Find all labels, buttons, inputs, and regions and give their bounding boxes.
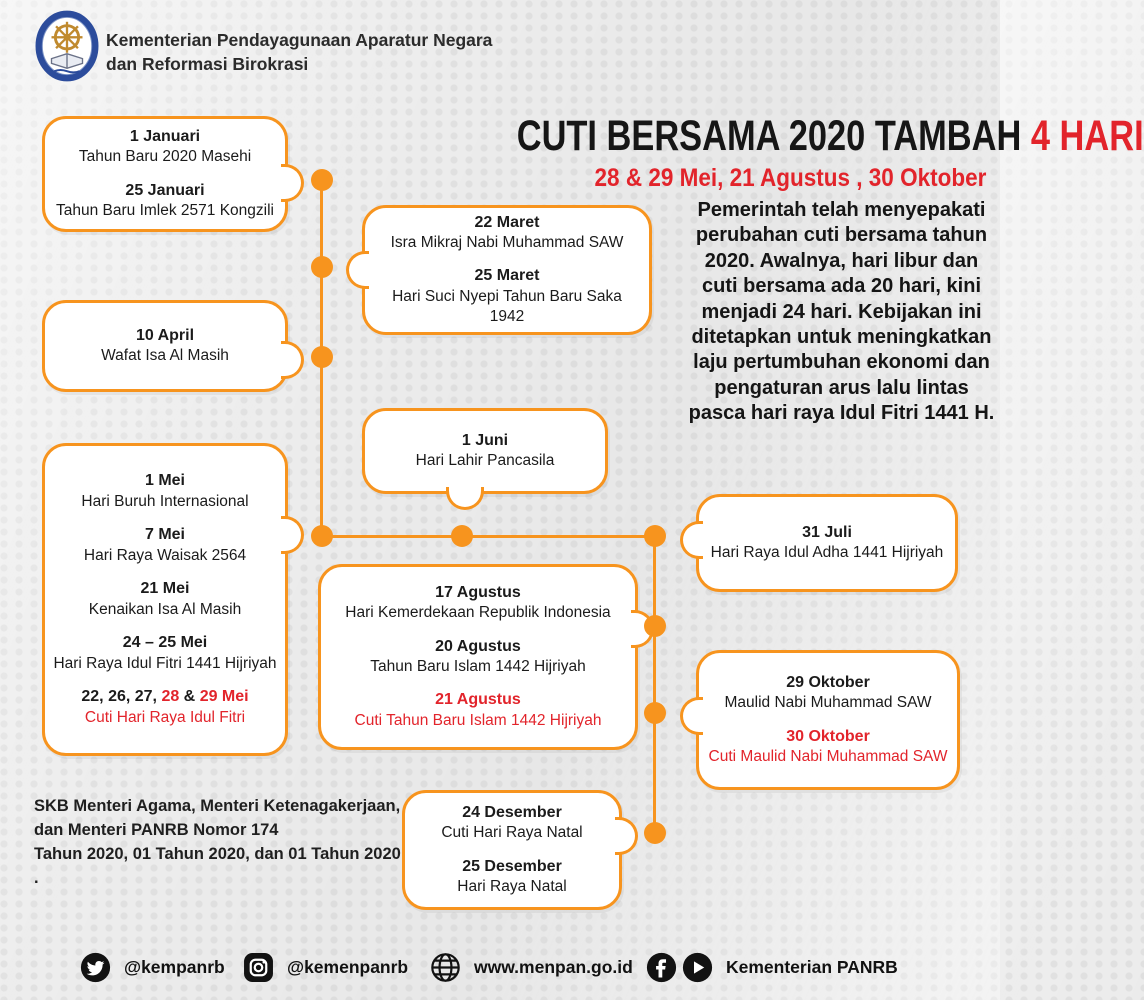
holiday-name: Hari Raya Waisak 2564 <box>83 546 247 564</box>
twitter-icon <box>80 952 111 983</box>
holiday-date: 25 Januari <box>125 181 205 199</box>
title-subtitle: 28 & 29 Mei, 21 Agustus , 30 Oktober <box>594 164 986 192</box>
holiday-box-agustus <box>318 564 638 750</box>
title-black-part: CUTI BERSAMA 2020 TAMBAH <box>516 112 1031 160</box>
ministry-name-line2: dan Reformasi Birokrasi <box>106 54 309 75</box>
holiday-name: Hari Kemerdekaan Republik Indonesia <box>345 604 611 622</box>
footer <box>0 938 1000 1000</box>
holiday-date: 21 Agustus <box>435 691 521 709</box>
intro-paragraph: Pemerintah telah menyepakati perubahan cuti bersama tahun 2020. Awalnya, hari libur dan cuti bersama ada 20 hari, kini menjadi 24 hari. Kebijakan ini ditetapkan untuk meningkatkan laju pertumbuhan ekonomi dan pengaturan arus lalu lintas pasca hari raya Idul Fitri 1441 H. <box>688 199 995 425</box>
holiday-entry <box>373 266 641 327</box>
holiday-date: 10 April <box>135 326 195 344</box>
holiday-entry <box>345 583 610 624</box>
holiday-box-desember <box>402 790 622 910</box>
holiday-date: 17 Agustus <box>435 583 521 601</box>
holiday-entry <box>84 525 246 566</box>
holiday-name: Isra Mikraj Nabi Muhammad SAW <box>390 234 624 252</box>
holiday-date: 22, 26, 27, 28 & 29 Mei <box>81 687 249 705</box>
holiday-name: Hari Buruh Internasional <box>81 492 249 510</box>
holiday-entry <box>391 213 624 254</box>
holiday-entry <box>457 857 566 898</box>
page-title <box>517 112 1144 161</box>
globe-icon <box>430 952 461 983</box>
holiday-date: 1 Juni <box>461 431 509 449</box>
holiday-entry <box>709 727 948 768</box>
holiday-entry <box>56 181 274 222</box>
holiday-date: 1 Januari <box>129 127 201 145</box>
holiday-name: Tahun Baru Imlek 2571 Kongzili <box>56 202 274 220</box>
timeline-line-horizontal <box>322 535 656 538</box>
social-handle: @kemenpanrb <box>287 957 409 977</box>
social-handle: Kementerian PANRB <box>726 957 898 977</box>
website-link[interactable] <box>430 952 633 983</box>
holiday-date: 7 Mei <box>144 526 185 544</box>
holiday-date: 1 Mei <box>144 472 185 490</box>
holiday-entry <box>81 471 248 512</box>
timeline-dot <box>644 525 666 547</box>
social-twitter[interactable] <box>80 952 225 983</box>
holiday-entry <box>416 431 555 472</box>
timeline-dot <box>311 525 333 547</box>
holiday-date: 30 Oktober <box>786 727 870 745</box>
holiday-box-oktober <box>696 650 960 790</box>
holiday-box-mei <box>42 443 288 756</box>
holiday-name: Cuti Hari Raya Idul Fitri <box>84 708 246 726</box>
holiday-name: Cuti Tahun Baru Islam 1442 Hijriyah <box>354 712 602 730</box>
skb-note-line1: SKB Menteri Agama, Menteri Ketenagakerjaan, <box>34 797 401 815</box>
holiday-name: Cuti Maulid Nabi Muhammad SAW <box>708 748 948 766</box>
holiday-entry <box>79 127 251 168</box>
skb-note-line2: dan Menteri PANRB Nomor 174 <box>34 820 279 839</box>
holiday-box-maret <box>362 205 652 335</box>
holiday-name: Tahun Baru Islam 1442 Hijriyah <box>370 658 586 676</box>
holiday-name: Hari Raya Natal <box>457 878 567 896</box>
holiday-date: 29 Oktober <box>786 673 870 691</box>
holiday-name: Hari Raya Idul Fitri 1441 Hijriyah <box>53 654 277 672</box>
social-instagram[interactable] <box>243 952 408 983</box>
holiday-entry <box>355 690 602 731</box>
holiday-date: 25 Maret <box>474 267 540 285</box>
holiday-name: Tahun Baru 2020 Masehi <box>78 148 252 166</box>
holiday-entry <box>711 523 944 564</box>
timeline-dot <box>644 615 666 637</box>
holiday-date: 21 Mei <box>140 580 190 598</box>
timeline-dot <box>644 702 666 724</box>
social-facebook-youtube[interactable] <box>646 952 898 983</box>
social-handle: @kempanrb <box>124 957 225 977</box>
ministry-name-line1: Kementerian Pendayagunaan Aparatur Negara <box>106 30 493 50</box>
facebook-icon <box>646 952 677 983</box>
holiday-entry <box>370 637 585 678</box>
holiday-name: Cuti Hari Raya Natal <box>441 824 583 842</box>
holiday-name: Hari Suci Nyepi Tahun Baru Saka 1942 <box>392 288 622 326</box>
holiday-name: Wafat Isa Al Masih <box>101 347 229 365</box>
timeline-dot <box>451 525 473 547</box>
title-red-part: 4 HARI <box>1030 112 1144 160</box>
timeline-dot <box>644 822 666 844</box>
holiday-entry <box>441 803 582 844</box>
holiday-box-januari <box>42 116 288 232</box>
holiday-date: 25 Desember <box>462 857 562 875</box>
holiday-name: Maulid Nabi Muhammad SAW <box>724 694 932 712</box>
holiday-box-juli <box>696 494 958 592</box>
youtube-icon <box>682 952 713 983</box>
holiday-entry <box>101 326 229 367</box>
website-url: www.menpan.go.id <box>474 957 633 977</box>
holiday-name: Kenaikan Isa Al Masih <box>88 600 242 618</box>
instagram-icon <box>243 952 274 983</box>
holiday-date: 24 – 25 Mei <box>122 633 208 651</box>
holiday-entry <box>724 673 931 714</box>
holiday-date: 31 Juli <box>802 523 852 541</box>
ministry-logo-icon <box>36 10 98 82</box>
timeline-dot <box>311 169 333 191</box>
holiday-date: 24 Desember <box>462 803 562 821</box>
holiday-date: 22 Maret <box>474 213 540 231</box>
holiday-entry <box>89 579 242 620</box>
timeline-dot <box>311 256 333 278</box>
timeline-line-right <box>653 537 656 833</box>
skb-note-line3: Tahun 2020, 01 Tahun 2020, dan 01 Tahun 2020 . <box>34 844 401 887</box>
holiday-name: Hari Lahir Pancasila <box>415 452 555 470</box>
holiday-entry <box>81 687 248 728</box>
title-block <box>360 112 1144 193</box>
holiday-name: Hari Raya Idul Adha 1441 Hijriyah <box>710 544 944 562</box>
holiday-entry <box>53 633 276 674</box>
holiday-box-april <box>42 300 288 392</box>
skb-note <box>34 795 404 891</box>
ministry-name <box>106 28 492 76</box>
holiday-date: 20 Agustus <box>435 637 521 655</box>
timeline-dot <box>311 346 333 368</box>
holiday-box-juni <box>362 408 608 494</box>
